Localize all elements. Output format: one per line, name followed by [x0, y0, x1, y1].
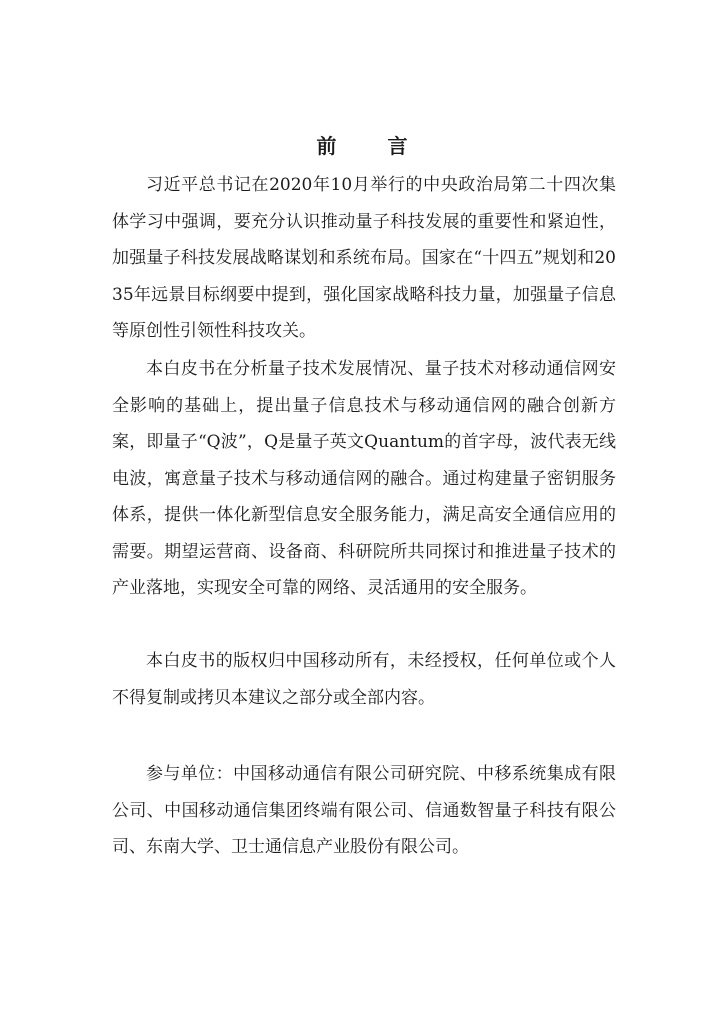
paragraph-whitepaper-summary: 本白皮书在分析量子技术发展情况、量子技术对移动通信网安全影响的基础上，提出量子信息技术与移动通信网的融合创新方案，即量子“Q波”，Q是量子英文Quantum的首字母，波代表无线电波，寓意量子技术与移动通信网的融合。通过构建量子密钥服务体系，提供一体化新型信息安全服务能力，满足高安全通信应用的需要。期望运营商、设备商、科研院所共同探讨和推进量子技术的产业落地，实现安全可靠的网络、灵活通用的安全服务。 [112, 359, 616, 598]
paragraph-copyright: 本白皮书的版权归中国移动所有，未经授权，任何单位或个人不得复制或拷贝本建议之部分或全部内容。 [112, 651, 616, 708]
page-title: 前 言 [316, 134, 430, 158]
paragraph-intro: 习近平总书记在2020年10月举行的中央政治局第二十四次集体学习中强调，要充分认识推动量子科技发展的重要性和紧迫性，加强量子科技发展战略谋划和系统布局。国家在“十四五”规划和2035年远景目标纲要中提到，强化国家战略科技力量，加强量子信息等原创性引领性科技攻关。 [112, 175, 616, 341]
paragraph-contributors: 参与单位：中国移动通信有限公司研究院、中移系统集成有限公司、中国移动通信集团终端有限公司、信通数智量子科技有限公司、东南大学、卫士通信息产业股份有限公司。 [112, 764, 616, 857]
